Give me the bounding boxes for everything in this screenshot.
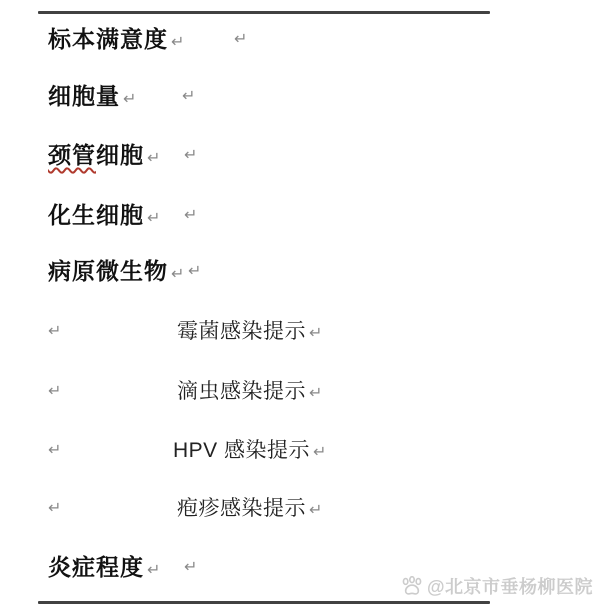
sub-item-label: 滴虫感染提示 (177, 380, 306, 403)
paragraph-mark-icon: ↵ (48, 442, 62, 459)
field-row-endocervical-cells (48, 142, 600, 169)
top-horizontal-rule (38, 11, 490, 14)
bottom-horizontal-rule (38, 601, 490, 604)
sub-item-row-fungal-infection (48, 318, 600, 345)
field-row-cell-quantity (48, 83, 600, 110)
field-row-pathogenic-microorganisms (48, 258, 600, 285)
field-label: 化生细胞 (48, 202, 144, 228)
sub-item-row-trichomonas-infection (48, 378, 600, 405)
field-row-metaplastic-cells (48, 202, 600, 229)
paragraph-mark-icon: ↵ (147, 562, 161, 579)
paragraph-mark-icon: ↵ (147, 210, 161, 227)
paragraph-mark-icon: ↵ (48, 500, 62, 517)
paragraph-mark-icon: ↵ (234, 31, 248, 48)
paragraph-mark-icon: ↵ (171, 34, 185, 51)
field-label: 病原微生物 (48, 258, 168, 284)
paragraph-mark-icon: ↵ (182, 88, 196, 105)
paragraph-mark-icon: ↵ (48, 323, 62, 340)
paragraph-mark-icon: ↵ (188, 263, 202, 280)
field-label: 细胞量 (48, 83, 120, 109)
field-row-specimen-adequacy (48, 26, 600, 53)
paragraph-mark-icon: ↵ (171, 266, 185, 283)
paragraph-mark-icon: ↵ (309, 385, 323, 402)
paragraph-mark-icon: ↵ (184, 559, 198, 576)
paragraph-mark-icon: ↵ (313, 444, 327, 461)
sub-item-label: 霉菌感染提示 (177, 320, 306, 343)
paragraph-mark-icon: ↵ (184, 207, 198, 224)
field-label: 炎症程度 (48, 554, 144, 580)
sub-item-row-hpv-infection (48, 437, 600, 464)
field-label (48, 142, 144, 168)
watermark (401, 573, 593, 599)
field-label-rest: 细胞 (96, 142, 144, 168)
sub-item-label: HPV 感染提示 (173, 439, 311, 462)
paragraph-mark-icon: ↵ (309, 325, 323, 342)
paragraph-mark-icon: ↵ (147, 150, 161, 167)
paw-icon (401, 576, 423, 596)
paragraph-mark-icon: ↵ (123, 91, 137, 108)
sub-item-label: 疱疹感染提示 (177, 497, 306, 520)
paragraph-mark-icon: ↵ (309, 502, 323, 519)
paragraph-mark-icon: ↵ (48, 383, 62, 400)
sub-item-row-herpes-infection (48, 495, 600, 522)
watermark-text: @北京市垂杨柳医院 (426, 577, 593, 597)
paragraph-mark-icon: ↵ (184, 147, 198, 164)
field-label: 标本满意度 (48, 26, 168, 52)
spellcheck-marked-text: 颈管 (48, 142, 96, 168)
